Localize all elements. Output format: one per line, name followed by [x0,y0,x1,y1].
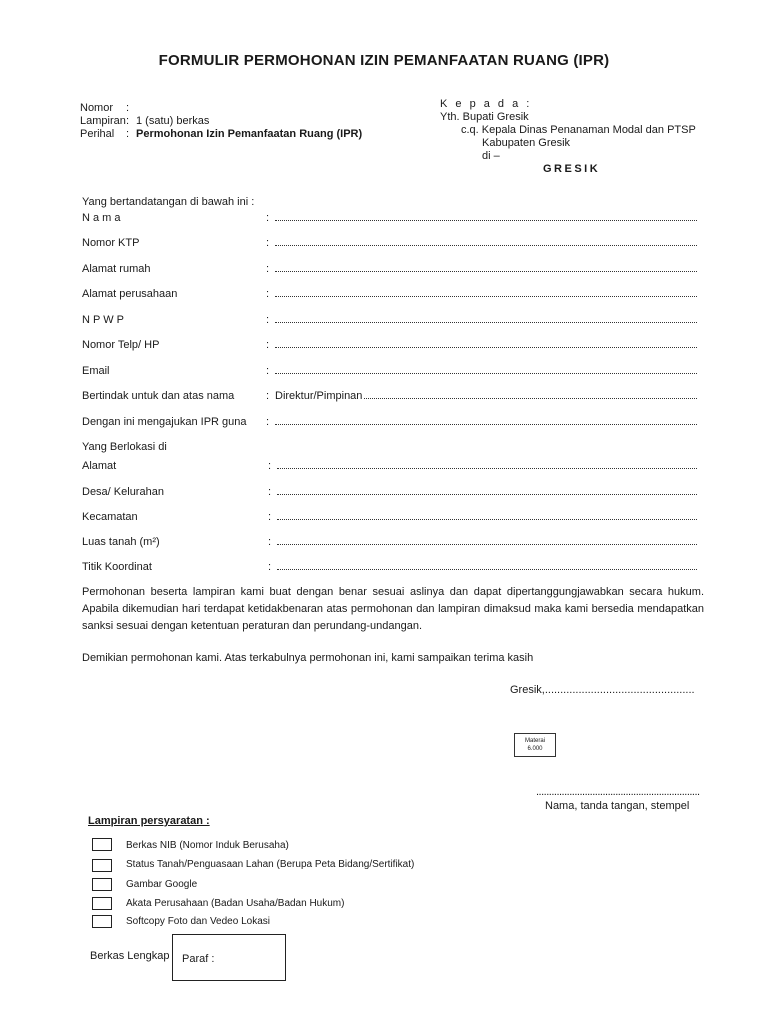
field-colon: : [266,237,270,249]
field-colon: : [268,486,272,498]
signature-line: ................................................................ [536,786,700,798]
field-input-nama[interactable] [275,220,697,221]
recipient-city: GRESIK [543,163,601,175]
field-input-desa[interactable] [277,494,697,495]
field-input-alamat[interactable] [277,468,697,469]
attachment-label: Gambar Google [126,879,198,890]
field-colon: : [266,288,270,300]
field-label-alamat-perusahaan: Alamat perusahaan [82,288,178,300]
lampiran-label: Lampiran [80,115,126,127]
kepada-label: K e p a d a : [440,98,532,110]
perihal-value: Permohonan Izin Pemanfaatan Ruang (IPR) [136,128,363,140]
field-colon: : [266,263,270,275]
field-colon: : [266,416,270,428]
field-label-kecamatan: Kecamatan [82,511,138,523]
paraf-label: Paraf : [182,953,215,965]
field-colon: : [266,212,270,224]
field-input-telp[interactable] [275,347,697,348]
field-label-ktp: Nomor KTP [82,237,140,249]
lampiran-row [80,115,362,128]
place-date: Gresik,................................................. [510,684,695,696]
field-label-ipr-guna: Dengan ini mengajukan IPR guna [82,416,247,428]
attachment-checkbox[interactable] [92,915,112,928]
signature-caption: Nama, tanda tangan, stempel [545,800,690,812]
perihal-row [80,128,362,141]
materai-stamp [514,733,556,757]
field-input-ktp[interactable] [275,245,697,246]
lampiran-colon: : [126,115,130,127]
field-colon: : [266,365,270,377]
field-colon: : [268,460,272,472]
field-input-koordinat[interactable] [277,569,697,570]
intro-text: Yang bertandatangan di bawah ini : [82,196,255,208]
field-input-alamat-perusahaan[interactable] [275,296,697,297]
recipient-line-3: Kabupaten Gresik [482,137,571,149]
field-input-kecamatan[interactable] [277,519,697,520]
recipient-line-4: di – [482,150,500,162]
field-colon: : [268,561,272,573]
attachment-label: Status Tanah/Penguasaan Lahan (Berupa Peta Bidang/Sertifikat) [126,859,415,870]
attachment-label: Berkas NIB (Nomor Induk Berusaha) [126,840,289,851]
field-label-koordinat: Titik Koordinat [82,561,152,573]
field-label-npwp: N P W P [82,314,124,326]
field-colon: : [266,390,270,402]
attachment-checkbox[interactable] [92,878,112,891]
field-label-bertindak: Bertindak untuk dan atas nama [82,390,235,402]
perihal-colon: : [126,128,130,140]
field-input-alamat-rumah[interactable] [275,271,697,272]
attachments-heading: Lampiran persyaratan : [88,815,210,827]
field-input-npwp[interactable] [275,322,697,323]
nomor-label: Nomor [80,102,114,114]
field-input-luas-tanah[interactable] [277,544,697,545]
field-label-email: Email [82,365,110,377]
stamp-line-1: Materai [524,738,545,744]
field-label-alamat: Alamat [82,460,117,472]
lampiran-value: 1 (satu) berkas [136,115,210,127]
field-colon: : [266,339,270,351]
attachment-checkbox[interactable] [92,897,112,910]
recipient-line-1: Yth. Bupati Gresik [440,111,529,123]
attachment-checkbox[interactable] [92,859,112,872]
field-label-luas-tanah: Luas tanah (m²) [82,536,160,548]
stamp-line-2: 6.000 [527,746,543,752]
closing-paragraph: Demikian permohonan kami. Atas terkabulnya permohonan ini, kami sampaikan terima kasih [82,652,534,664]
recipient-line-2: c.q. Kepala Dinas Penanaman Modal dan PTSP [461,124,696,136]
field-label-desa: Desa/ Kelurahan [82,486,164,498]
field-label-alamat-rumah: Alamat rumah [82,263,151,275]
field-colon: : [268,536,272,548]
field-label-telp: Nomor Telp/ HP [82,339,160,351]
perihal-label: Perihal [80,128,115,140]
attachment-label: Akata Perusahaan (Badan Usaha/Badan Hukum) [126,898,345,909]
attachment-label: Softcopy Foto dan Vedeo Lokasi [126,916,270,927]
location-heading: Yang Berlokasi di [82,441,167,453]
attachment-checkbox[interactable] [92,838,112,851]
form-title: FORMULIR PERMOHONAN IZIN PEMANFAATAN RUANG (IPR) [158,52,610,69]
field-label-nama: N a m a [82,212,121,224]
paraf-box[interactable] [172,934,286,981]
statement-paragraph: Permohonan beserta lampiran kami buat dengan benar sesuai aslinya dan dapat dipertanggungjawabkan secara hukum. Apabila dikemudian hari terdapat ketidakbenaran atas permohonan dan lampiran dimaksud maka kami bersedia mendapatkan sanksi sesuai dengan ketentuan peraturan dan perundang-undangan. [82,586,704,632]
field-input-bertindak[interactable] [364,398,697,399]
header-left [80,102,362,141]
field-prefill-bertindak: Direktur/Pimpinan [275,390,363,402]
nomor-row [80,102,362,115]
berkas-lengkap-label: Berkas Lengkap [90,950,170,962]
field-colon: : [266,314,270,326]
nomor-colon: : [126,102,130,114]
field-input-email[interactable] [275,373,697,374]
field-input-ipr-guna[interactable] [275,424,697,425]
field-colon: : [268,511,272,523]
